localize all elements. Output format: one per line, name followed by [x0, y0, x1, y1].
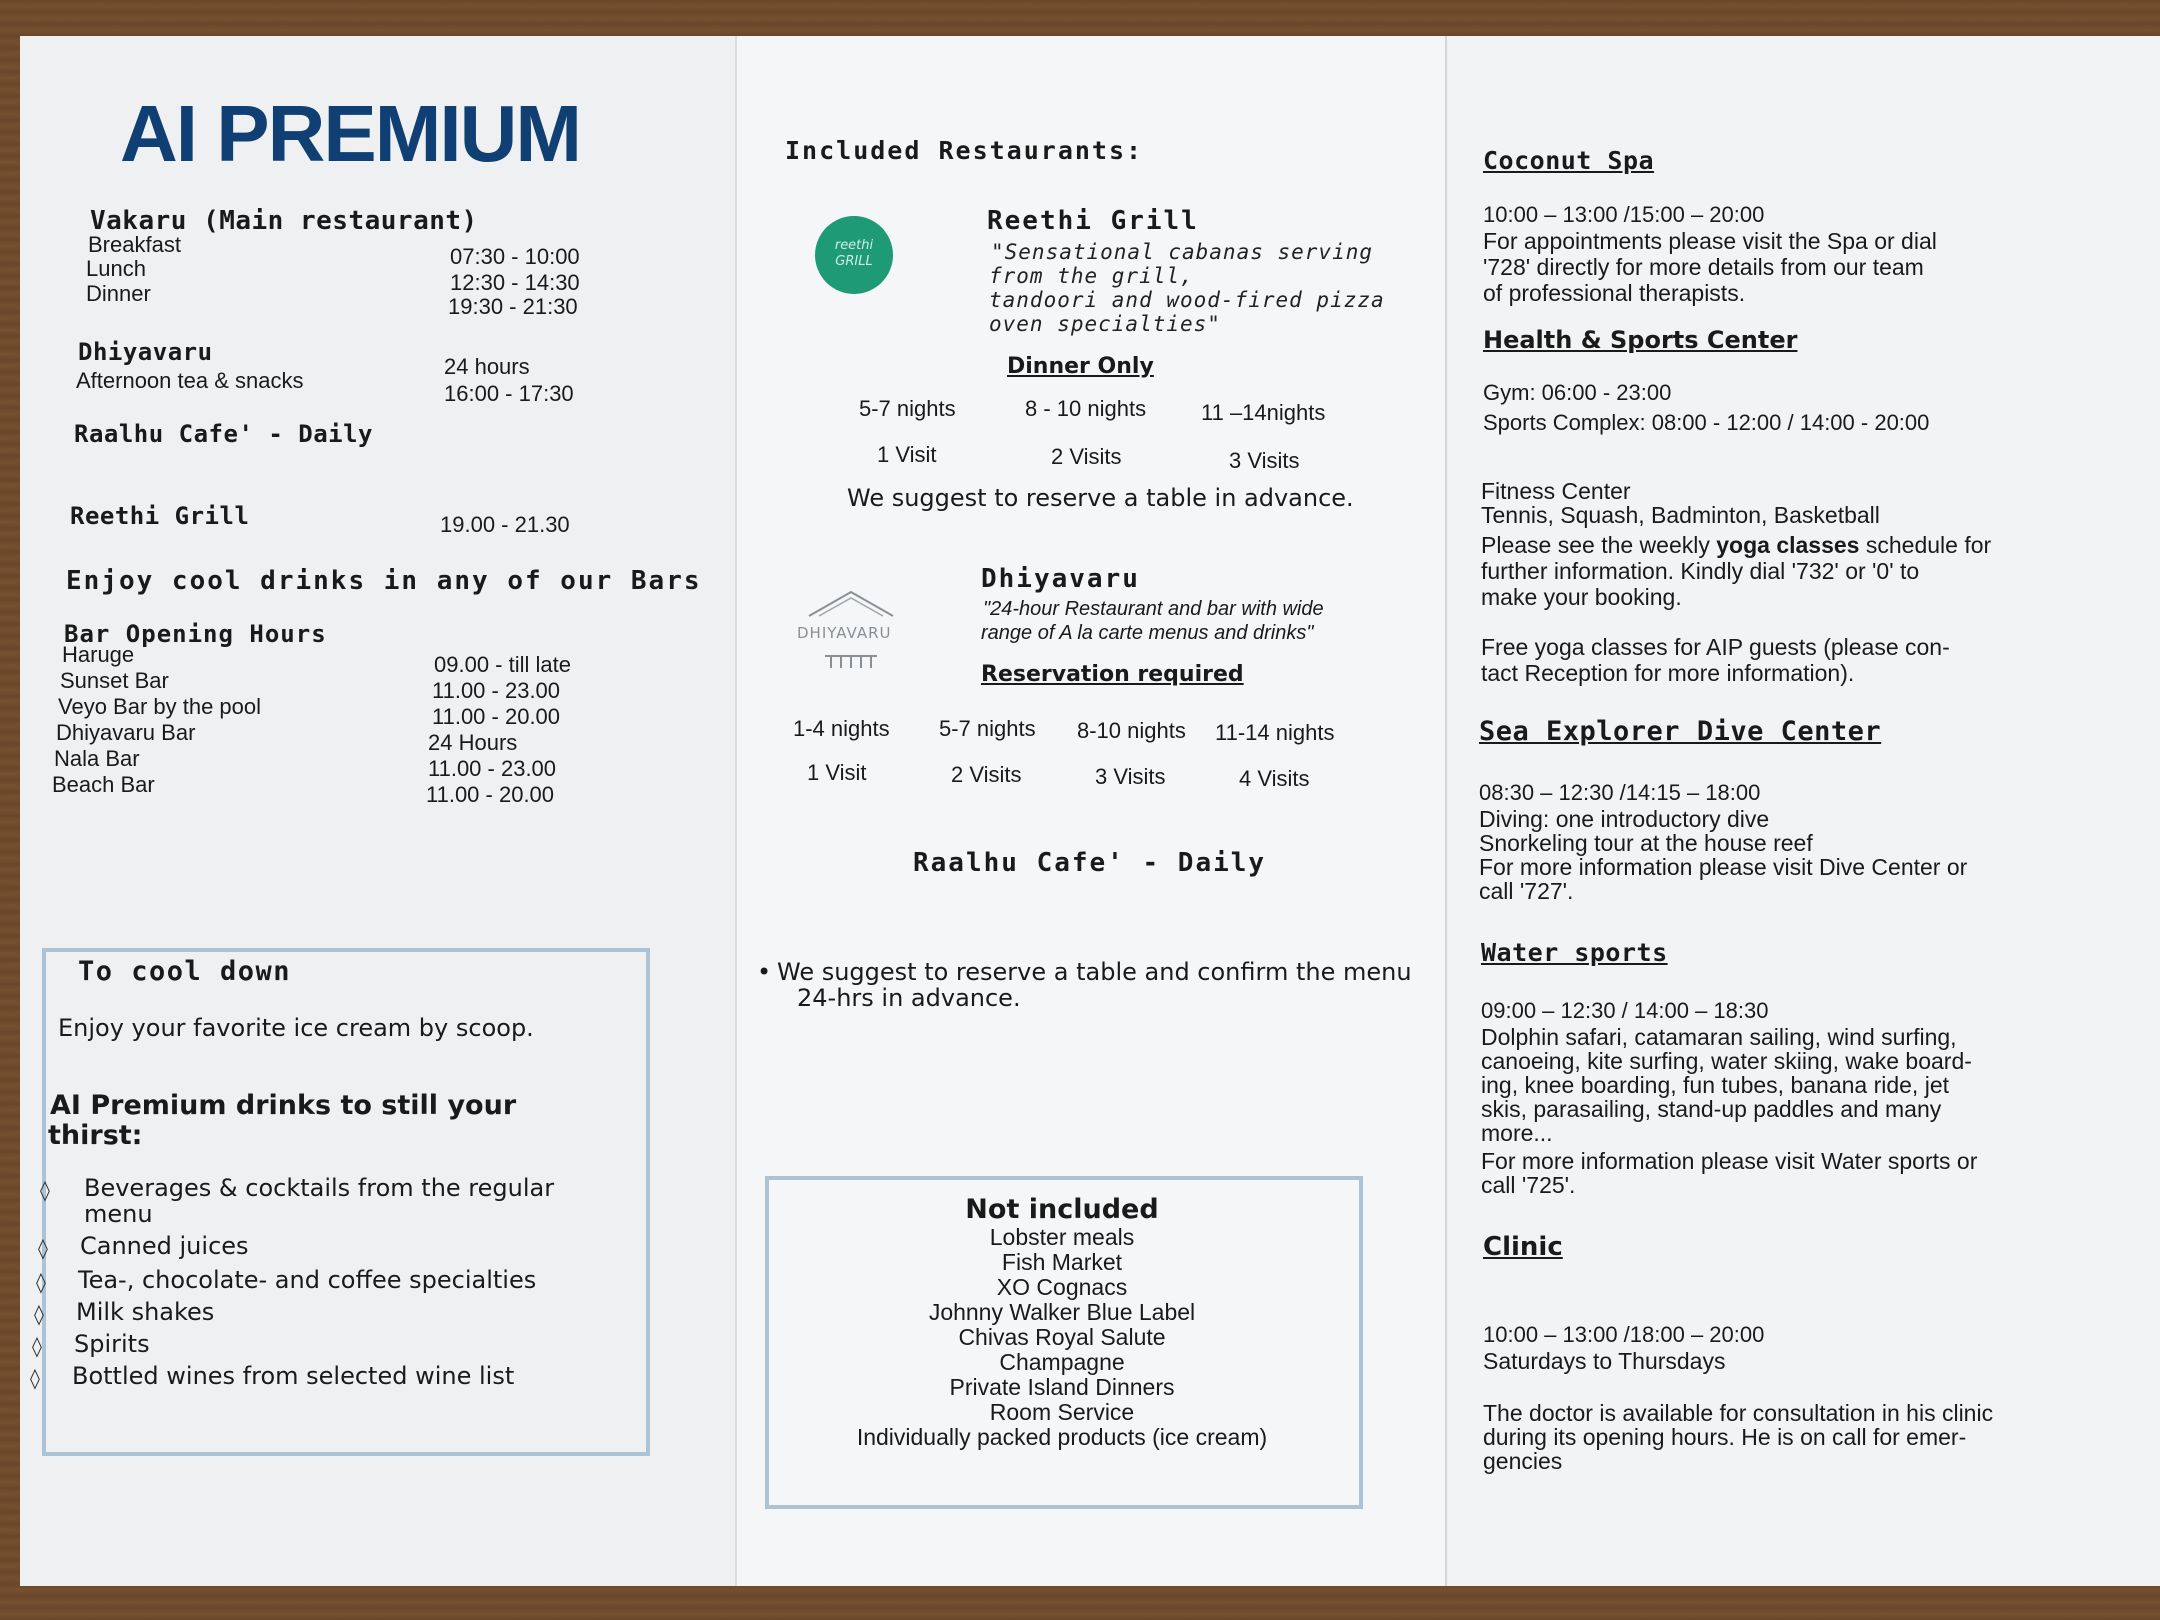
bar-time: 09.00 - till late: [434, 652, 571, 677]
bars-heading: Enjoy cool drinks in any of our Bars: [66, 566, 702, 596]
spa-line: 10:00 – 13:00 /15:00 – 20:00: [1483, 202, 1765, 227]
water-line: more...: [1481, 1120, 1553, 1146]
dhiya-nights: 5-7 nights: [939, 716, 1036, 741]
not-included-heading: Not included: [965, 1194, 1159, 1225]
dive-line: For more information please visit Dive Center or: [1479, 854, 1968, 880]
not-included-item: Individually packed products (ice cream): [856, 1424, 1268, 1450]
vakaru-dinner-label: Dinner: [86, 281, 151, 306]
not-included-item: Chivas Royal Salute: [958, 1324, 1166, 1350]
dive-line: Diving: one introductory dive: [1479, 806, 1770, 832]
vakaru-breakfast-label: Breakfast: [88, 232, 181, 257]
bar-name: Dhiyavaru Bar: [56, 720, 196, 745]
bar-name: Sunset Bar: [60, 668, 169, 693]
bar-time: 24 Hours: [428, 730, 518, 755]
dive-line: 08:30 – 12:30 /14:15 – 18:00: [1479, 780, 1761, 805]
reethi-grill-name: Reethi Grill: [987, 206, 1199, 236]
bar-time: 11.00 - 23.00: [432, 678, 561, 703]
yoga-bold-text: yoga classes: [1716, 532, 1860, 558]
left-panel: [20, 36, 735, 1586]
dhiyavaru-logo-text: DHIYAVARU: [797, 624, 892, 642]
dhiyavaru-logo: [791, 586, 911, 680]
spa-line: of professional therapists.: [1483, 280, 1746, 306]
reethi-visits: 2 Visits: [1051, 444, 1122, 469]
dhiya-visits: 2 Visits: [951, 762, 1022, 787]
cool-down-heading: To cool down: [78, 956, 292, 987]
reethi-nights: 5-7 nights: [859, 396, 956, 421]
dhiya-desc-line: "24-hour Restaurant and bar with wide: [983, 598, 1324, 620]
yoga-line: make your booking.: [1481, 584, 1682, 610]
drink-item: Canned juices: [80, 1232, 249, 1260]
reethi-grill-time: 19.00 - 21.30: [440, 512, 570, 537]
bar-time: 11.00 - 23.00: [428, 756, 557, 781]
yoga-line: [1481, 532, 1991, 559]
bullet-icon: ◊: [32, 1334, 42, 1358]
water-line: call '725'.: [1481, 1172, 1576, 1198]
health-heading: Health & Sports Center: [1483, 326, 1798, 354]
dhiya-visits: 3 Visits: [1095, 764, 1166, 789]
clinic-heading: Clinic: [1483, 1232, 1563, 1262]
yoga-post-text: schedule for: [1859, 532, 1992, 558]
drink-item: Spirits: [74, 1330, 150, 1358]
water-line: skis, parasailing, stand-up paddles and many: [1481, 1096, 1942, 1122]
dhiya-visits: 4 Visits: [1239, 766, 1310, 791]
bar-name: Haruge: [62, 642, 135, 667]
bar-time: 11.00 - 20.00: [426, 782, 555, 807]
raalhu-cafe-mid-heading: Raalhu Cafe' - Daily: [913, 848, 1267, 878]
not-included-item: Champagne: [999, 1349, 1125, 1375]
free-yoga-line: tact Reception for more information).: [1481, 660, 1855, 686]
yoga-pre-text: Please see the weekly: [1481, 532, 1717, 558]
spa-heading: Coconut Spa: [1483, 146, 1655, 175]
reethi-visits: 1 Visit: [877, 442, 937, 467]
drinks-heading-line1: AI Premium drinks to still your: [50, 1090, 517, 1121]
reethi-desc-line: from the grill,: [989, 264, 1194, 288]
dhiya-nights: 8-10 nights: [1077, 718, 1186, 743]
not-included-item: Johnny Walker Blue Label: [928, 1299, 1196, 1325]
water-line: For more information please visit Water sports or: [1481, 1148, 1978, 1174]
reethi-grill-logo: reethi GRILL: [815, 216, 893, 294]
vakaru-breakfast-time: 07:30 - 10:00: [450, 244, 580, 269]
bullet-icon: ◊: [38, 1236, 48, 1260]
drink-item: Milk shakes: [76, 1298, 215, 1326]
cool-down-text: Enjoy your favorite ice cream by scoop.: [58, 1014, 534, 1042]
free-yoga-line: Free yoga classes for AIP guests (please con-: [1481, 634, 1950, 660]
reethi-desc-line: tandoori and wood-fired pizza: [989, 288, 1385, 312]
bullet-icon: ◊: [30, 1366, 40, 1390]
dhiyavaru-subtitle: Afternoon tea & snacks: [76, 368, 304, 393]
dive-heading: Sea Explorer Dive Center: [1479, 716, 1882, 747]
drink-item: Beverages & cocktails from the regular: [84, 1174, 555, 1202]
water-sports-heading: Water sports: [1481, 938, 1668, 967]
drink-item: Tea-, chocolate- and coffee specialties: [78, 1266, 537, 1294]
gym-hours: Gym: 06:00 - 23:00: [1483, 380, 1672, 405]
water-line: canoeing, kite surfing, water skiing, wake board-: [1481, 1048, 1972, 1074]
brochure-title: AI PREMIUM: [120, 89, 580, 178]
dive-line: Snorkeling tour at the house reef: [1479, 830, 1813, 856]
bar-time: 11.00 - 20.00: [432, 704, 561, 729]
bar-name: Beach Bar: [52, 772, 155, 797]
dhiya-visits: 1 Visit: [807, 760, 867, 785]
drink-item: Bottled wines from selected wine list: [72, 1362, 515, 1390]
yoga-line: further information. Kindly dial '732' or '0' to: [1481, 558, 1920, 584]
dhiya-nights: 11-14 nights: [1215, 720, 1335, 745]
raalhu-cafe-heading: Raalhu Cafe' - Daily: [74, 420, 373, 448]
included-heading: Included Restaurants:: [785, 136, 1144, 165]
dhiyavaru-heading: Dhiyavaru: [78, 338, 213, 366]
bullet-icon: ◊: [40, 1178, 50, 1202]
note-line: 24-hrs in advance.: [797, 984, 1021, 1012]
vakaru-lunch-time: 12:30 - 14:30: [450, 270, 580, 295]
dive-line: call '727'.: [1479, 878, 1574, 904]
reserve-suggestion: We suggest to reserve a table in advance.: [847, 484, 1354, 512]
dhiyavaru-tea-time: 16:00 - 17:30: [444, 381, 574, 406]
water-line: 09:00 – 12:30 / 14:00 – 18:30: [1481, 998, 1769, 1023]
doctor-line: The doctor is available for consultation in his clinic: [1483, 1400, 1994, 1426]
sports-complex-hours: Sports Complex: 08:00 - 12:00 / 14:00 - 20:00: [1483, 410, 1930, 435]
doctor-line: during its opening hours. He is on call for emer-: [1483, 1424, 1967, 1450]
bar-name: Veyo Bar by the pool: [58, 694, 262, 719]
note-bullet-icon: •: [757, 958, 772, 986]
dinner-only-label: Dinner Only: [1007, 354, 1154, 379]
dhiya-nights: 1-4 nights: [793, 716, 890, 741]
spa-line: For appointments please visit the Spa or dial: [1483, 228, 1937, 254]
water-line: ing, knee boarding, fun tubes, banana ride, jet: [1481, 1072, 1950, 1098]
bullet-icon: ◊: [36, 1270, 46, 1294]
not-included-item: Private Island Dinners: [949, 1374, 1175, 1400]
vakaru-dinner-time: 19:30 - 21:30: [448, 294, 578, 319]
fitness-line: Fitness Center: [1481, 478, 1631, 504]
water-line: Dolphin safari, catamaran sailing, wind surfing,: [1481, 1024, 1957, 1050]
reethi-grill-heading: Reethi Grill: [70, 502, 250, 530]
not-included-item: Room Service: [989, 1399, 1135, 1425]
dhiyavaru-name: Dhiyavaru: [981, 564, 1140, 594]
reethi-desc-line: oven specialties": [989, 312, 1221, 336]
bar-hours-heading: Bar Opening Hours: [64, 620, 327, 648]
dhiyavaru-hours: 24 hours: [444, 354, 530, 379]
fitness-line: Tennis, Squash, Badminton, Basketball: [1481, 502, 1880, 528]
spa-line: '728' directly for more details from our team: [1483, 254, 1924, 280]
reservation-required-label: Reservation required: [981, 662, 1244, 687]
brochure-sheet: [20, 36, 2160, 1586]
drinks-heading-line2: thirst:: [48, 1120, 143, 1151]
bullet-icon: ◊: [34, 1302, 44, 1326]
middle-panel: [735, 36, 1447, 1586]
clinic-line: Saturdays to Thursdays: [1483, 1348, 1726, 1374]
reethi-visits: 3 Visits: [1229, 448, 1300, 473]
doctor-line: gencies: [1483, 1448, 1563, 1474]
dhiya-desc-line: range of A la carte menus and drinks": [981, 622, 1314, 644]
reethi-nights: 8 - 10 nights: [1025, 396, 1147, 421]
note-line: We suggest to reserve a table and confirm the menu: [777, 958, 1412, 986]
not-included-item: XO Cognacs: [996, 1274, 1128, 1300]
clinic-line: 10:00 – 13:00 /18:00 – 20:00: [1483, 1322, 1765, 1347]
vakaru-lunch-label: Lunch: [86, 256, 146, 281]
reethi-nights: 11 –14nights: [1201, 400, 1326, 425]
not-included-item: Lobster meals: [989, 1224, 1135, 1250]
not-included-item: Fish Market: [1001, 1249, 1123, 1275]
reethi-desc-line: "Sensational cabanas serving: [991, 240, 1374, 264]
drink-item: menu: [84, 1200, 153, 1228]
right-panel: [1445, 36, 2160, 1586]
bar-name: Nala Bar: [54, 746, 140, 771]
vakaru-heading: Vakaru (Main restaurant): [90, 206, 478, 236]
